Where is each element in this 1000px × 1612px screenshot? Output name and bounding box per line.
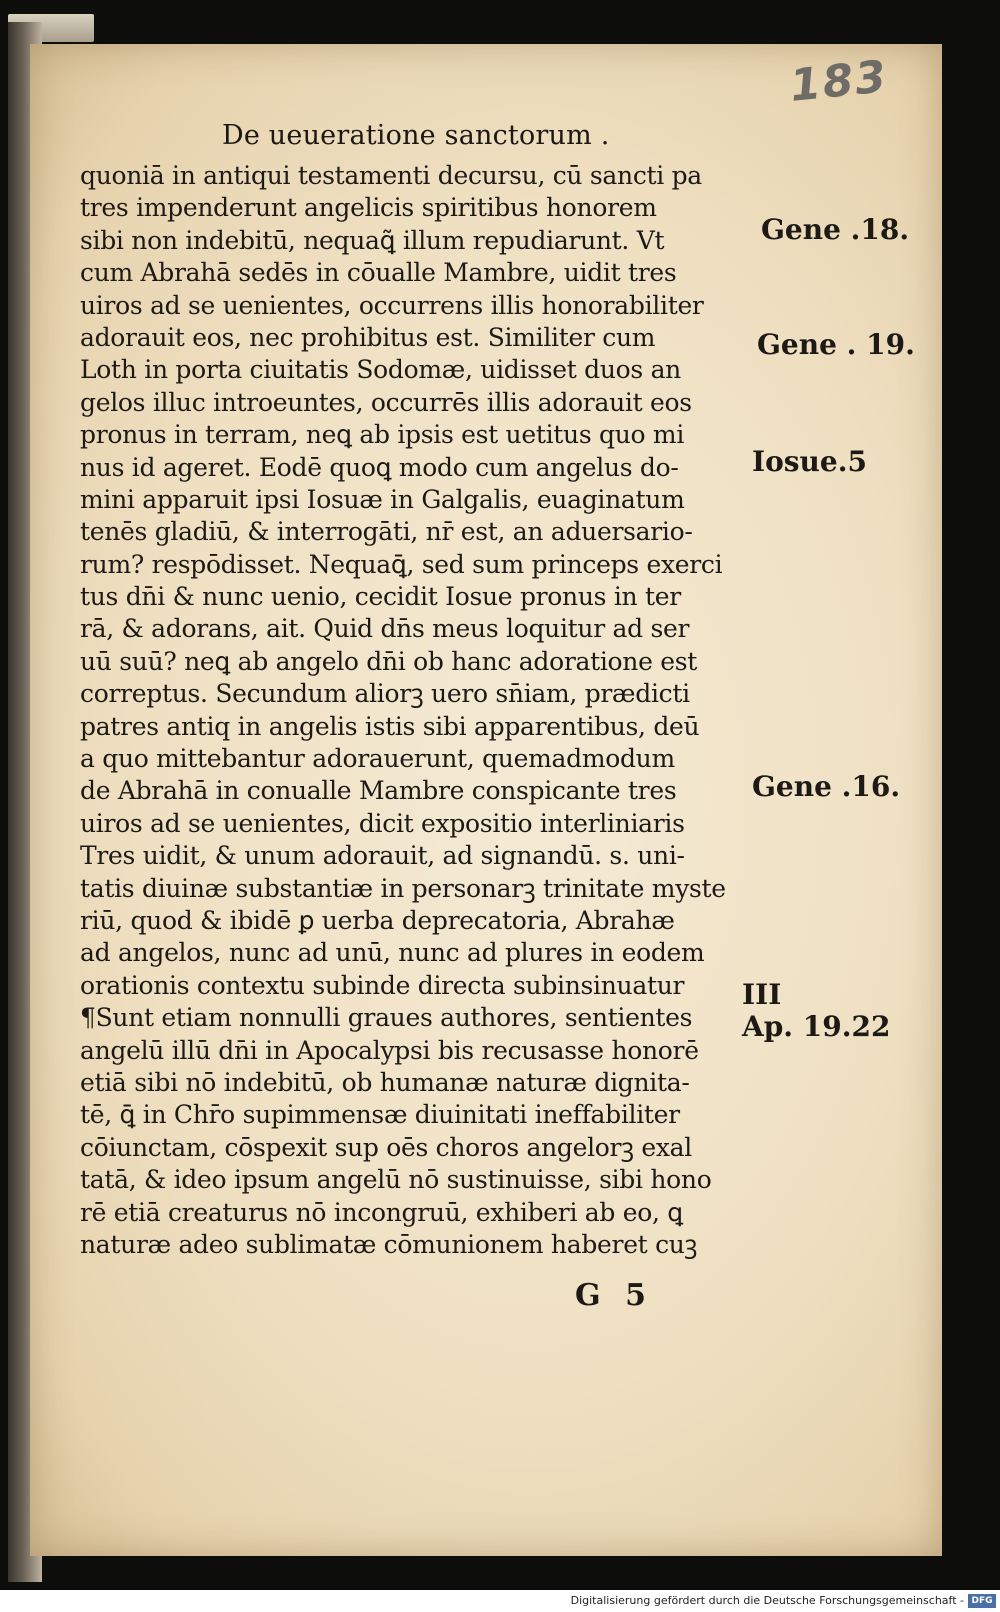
text-line: uū suū? neꝗ ab angelo dn̄i ob hanc adoratione est (80, 646, 698, 676)
marginal-note: III (742, 978, 782, 1011)
text-line: patres antiq in angelis istis sibi apparentibus, deū (80, 711, 700, 741)
text-line: orationis contextu subinde directa subinsinuatur (80, 970, 685, 1000)
signature-mark: G 5 (575, 1278, 646, 1313)
text-line: angelū illū dn̄i in Apocalypsi bis recusasse honorē (80, 1035, 699, 1065)
text-line: tē, ꝗ̄ in Chr̄o supimmensæ diuinitati ineffabiliter (80, 1100, 680, 1130)
text-line: mini apparuit ipsi Iosuæ in Galgalis, euaginatum (80, 484, 685, 514)
marginal-note: Gene . 19. (757, 328, 915, 361)
text-line: adorauit eos, nec prohibitus est. Similiter cum (80, 322, 656, 352)
funding-credit: Digitalisierung gefördert durch die Deutsche Forschungsgemeinschaft - (570, 1594, 964, 1607)
text-line: sibi non indebitū, nequaꝗ̃ illum repudiarunt. Vt (80, 225, 665, 255)
text-line: a quo mittebantur adorauerunt, quemadmodum (80, 744, 675, 774)
text-line: quoniā in antiqui testamenti decursu, cū sancti pa (80, 161, 702, 190)
text-line: tus dn̄i & nunc uenio, cecidit Iosue pronus in ter (80, 582, 681, 612)
text-line: tenēs gladiū, & interrogāti, nr̄ est, an aduersario- (80, 517, 693, 547)
text-line: de Abrahā in conualle Mambre conspicante tres (80, 776, 677, 806)
marginal-note: Gene .18. (761, 213, 910, 246)
text-line: pronus in terram, neꝗ ab ipsis est uetitus quo mi (80, 420, 685, 450)
text-line: rum? respōdisset. Nequaꝗ̄, sed sum princeps exerci (80, 549, 723, 579)
dfg-logo: DFG (968, 1594, 996, 1608)
text-line: ¶Sunt etiam nonnulli graues authores, sentientes (80, 1003, 693, 1033)
text-line: Loth in porta ciuitatis Sodomæ, uidisset duos an (80, 355, 681, 385)
text-line: tatis diuinæ substantiæ in personarꝫ trinitate myste (80, 873, 726, 903)
text-line: uiros ad se uenientes, occurrens illis honorabiliter (80, 290, 704, 320)
text-line: riū, quod & ibidē ꝑ uerba deprecatoria, Abrahæ (80, 905, 675, 935)
running-head: De ueueratione sanctorum . (222, 120, 610, 151)
text-line: uiros ad se uenientes, dicit expositio interliniaris (80, 808, 685, 838)
text-line: tres impenderunt angelicis spiritibus honorem (80, 193, 657, 223)
text-line: etiā sibi nō indebitū, ob humanæ naturæ dignita- (80, 1067, 690, 1097)
text-line: ad angelos, nunc ad unū, nunc ad plures in eodem (80, 938, 705, 968)
marginal-note: Iosue.5 (752, 445, 867, 478)
text-line: correptus. Secundum aliorꝫ uero sn̄iam, prædicti (80, 679, 690, 709)
text-line: nus id ageret. Eodē quoꝗ modo cum angelus do- (80, 452, 679, 482)
text-line: Tres uidit, & unum adorauit, ad signandū. s. uni- (80, 841, 685, 871)
body-text (80, 160, 750, 1261)
text-line: naturæ adeo sublimatæ cōmunionem haberet cuꝫ (80, 1229, 698, 1259)
marginal-note: Ap. 19.22 (742, 1010, 891, 1043)
folio-number: 183 (787, 51, 891, 112)
text-line: rā, & adorans, ait. Quid dn̄s meus loquitur ad ser (80, 614, 690, 644)
text-line: gelos illuc introeuntes, occurrēs illis adorauit eos (80, 387, 692, 417)
text-line: cōiunctam, cōspexit sup oēs choros angelorꝫ exal (80, 1132, 692, 1162)
marginal-note: Gene .16. (752, 770, 901, 803)
text-line: cum Abrahā sedēs in cōualle Mambre, uidit tres (80, 258, 677, 288)
text-line: tatā, & ideo ipsum angelū nō sustinuisse, sibi hono (80, 1165, 712, 1195)
text-line: rē etiā creaturus nō incongruū, exhiberi ab eo, ꝗ (80, 1197, 683, 1227)
